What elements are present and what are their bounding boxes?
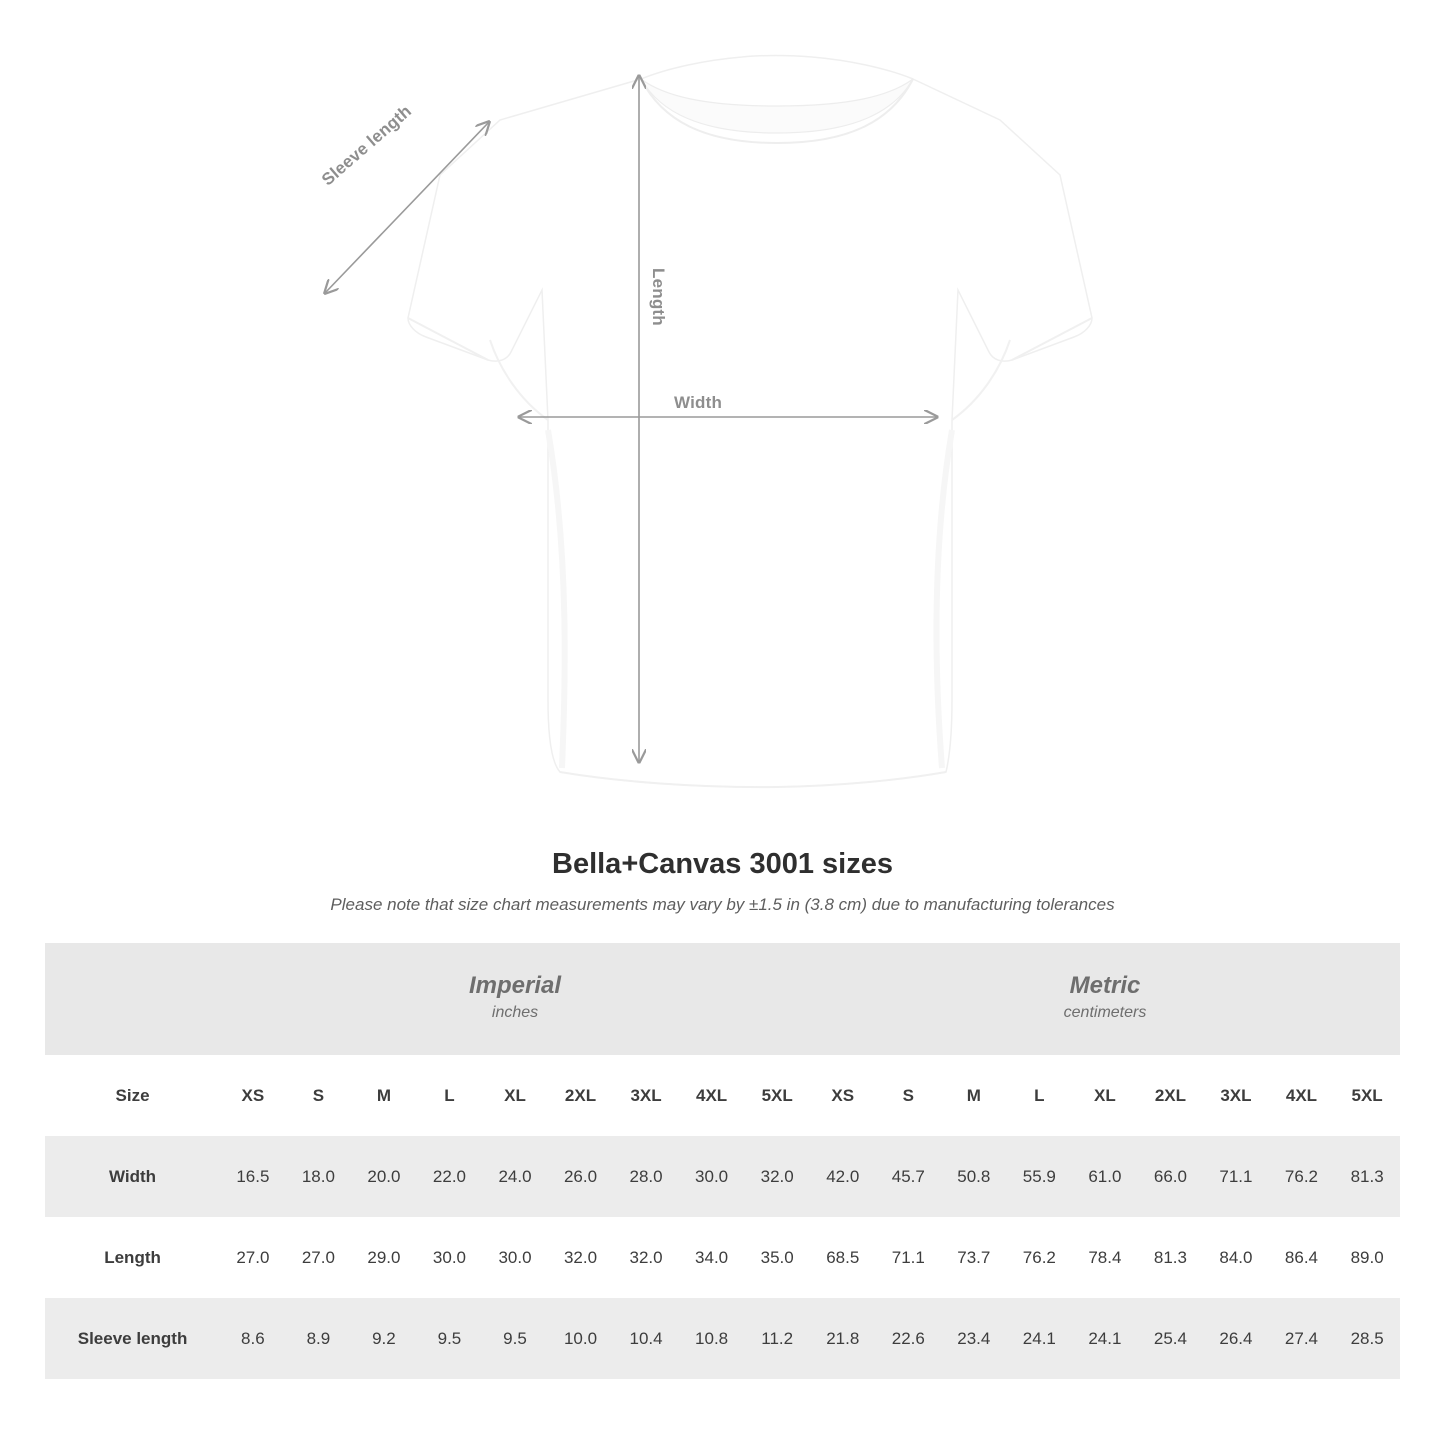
size-header-cell: XL bbox=[1072, 1055, 1138, 1136]
table-cell: 24.1 bbox=[1007, 1298, 1073, 1379]
table-cell: 61.0 bbox=[1072, 1136, 1138, 1217]
size-header-cell: M bbox=[941, 1055, 1007, 1136]
size-header-cell: 4XL bbox=[1269, 1055, 1335, 1136]
imperial-group-header bbox=[220, 943, 810, 1055]
size-header-cell: 5XL bbox=[744, 1055, 810, 1136]
table-cell: 8.9 bbox=[286, 1298, 352, 1379]
size-header-cell: XS bbox=[220, 1055, 286, 1136]
table-cell: 9.5 bbox=[417, 1298, 483, 1379]
measure-label-width: Width bbox=[45, 1136, 220, 1217]
size-header-cell: XS bbox=[810, 1055, 876, 1136]
table-cell: 27.0 bbox=[286, 1217, 352, 1298]
table-cell: 8.6 bbox=[220, 1298, 286, 1379]
table-cell: 32.0 bbox=[613, 1217, 679, 1298]
table-row bbox=[45, 1136, 1400, 1217]
table-cell: 34.0 bbox=[679, 1217, 745, 1298]
table-cell: 24.0 bbox=[482, 1136, 548, 1217]
size-header-cell: S bbox=[286, 1055, 352, 1136]
table-cell: 50.8 bbox=[941, 1136, 1007, 1217]
table-cell: 26.0 bbox=[548, 1136, 614, 1217]
metric-unit: centimeters bbox=[1063, 1004, 1147, 1021]
size-header-row bbox=[45, 1055, 1400, 1136]
table-cell: 10.4 bbox=[613, 1298, 679, 1379]
table-cell: 27.4 bbox=[1269, 1298, 1335, 1379]
table-cell: 28.5 bbox=[1334, 1298, 1400, 1379]
table-cell: 71.1 bbox=[876, 1217, 942, 1298]
chart-heading bbox=[0, 848, 1445, 915]
table-cell: 22.0 bbox=[417, 1136, 483, 1217]
table-cell: 30.0 bbox=[482, 1217, 548, 1298]
table-cell: 22.6 bbox=[876, 1298, 942, 1379]
table-cell: 71.1 bbox=[1203, 1136, 1269, 1217]
table-corner-cell bbox=[45, 943, 220, 1055]
table-cell: 18.0 bbox=[286, 1136, 352, 1217]
size-header-cell: M bbox=[351, 1055, 417, 1136]
table-row bbox=[45, 1298, 1400, 1379]
table-cell: 73.7 bbox=[941, 1217, 1007, 1298]
sleeve-length-dimension-label: Sleeve length bbox=[318, 101, 416, 190]
table-cell: 89.0 bbox=[1334, 1217, 1400, 1298]
table-cell: 10.0 bbox=[548, 1298, 614, 1379]
table-cell: 25.4 bbox=[1138, 1298, 1204, 1379]
size-header-cell: 4XL bbox=[679, 1055, 745, 1136]
table-cell: 30.0 bbox=[417, 1217, 483, 1298]
size-header-cell: 2XL bbox=[1138, 1055, 1204, 1136]
table-cell: 11.2 bbox=[744, 1298, 810, 1379]
table-cell: 16.5 bbox=[220, 1136, 286, 1217]
size-header-cell: L bbox=[417, 1055, 483, 1136]
size-header-cell: L bbox=[1007, 1055, 1073, 1136]
table-cell: 42.0 bbox=[810, 1136, 876, 1217]
table-cell: 27.0 bbox=[220, 1217, 286, 1298]
size-chart-table-wrapper bbox=[45, 943, 1400, 1379]
metric-label: Metric bbox=[1069, 972, 1141, 1000]
table-cell: 23.4 bbox=[941, 1298, 1007, 1379]
table-cell: 32.0 bbox=[744, 1136, 810, 1217]
size-header-cell: XL bbox=[482, 1055, 548, 1136]
table-cell: 9.5 bbox=[482, 1298, 548, 1379]
measure-label-sleeve-length: Sleeve length bbox=[45, 1298, 220, 1379]
table-cell: 26.4 bbox=[1203, 1298, 1269, 1379]
length-dimension-label: Length bbox=[649, 268, 668, 326]
table-cell: 76.2 bbox=[1269, 1136, 1335, 1217]
measure-label-length: Length bbox=[45, 1217, 220, 1298]
table-cell: 28.0 bbox=[613, 1136, 679, 1217]
table-cell: 29.0 bbox=[351, 1217, 417, 1298]
table-cell: 76.2 bbox=[1007, 1217, 1073, 1298]
table-cell: 81.3 bbox=[1138, 1217, 1204, 1298]
table-cell: 35.0 bbox=[744, 1217, 810, 1298]
table-cell: 68.5 bbox=[810, 1217, 876, 1298]
size-header-cell: 5XL bbox=[1334, 1055, 1400, 1136]
imperial-unit: inches bbox=[491, 1004, 539, 1021]
table-cell: 55.9 bbox=[1007, 1136, 1073, 1217]
table-cell: 78.4 bbox=[1072, 1217, 1138, 1298]
page-title: Bella+Canvas 3001 sizes bbox=[552, 848, 893, 880]
table-cell: 66.0 bbox=[1138, 1136, 1204, 1217]
table-cell: 86.4 bbox=[1269, 1217, 1335, 1298]
size-header-cell: 3XL bbox=[613, 1055, 679, 1136]
size-header-cell: S bbox=[876, 1055, 942, 1136]
size-row-label: Size bbox=[45, 1055, 220, 1136]
table-cell: 21.8 bbox=[810, 1298, 876, 1379]
table-cell: 10.8 bbox=[679, 1298, 745, 1379]
table-row bbox=[45, 1217, 1400, 1298]
table-cell: 9.2 bbox=[351, 1298, 417, 1379]
table-cell: 32.0 bbox=[548, 1217, 614, 1298]
table-cell: 30.0 bbox=[679, 1136, 745, 1217]
unit-header-row bbox=[45, 943, 1400, 1055]
table-cell: 84.0 bbox=[1203, 1217, 1269, 1298]
metric-group-header bbox=[810, 943, 1400, 1055]
width-dimension-label: Width bbox=[674, 393, 723, 412]
size-header-cell: 3XL bbox=[1203, 1055, 1269, 1136]
size-chart-table bbox=[45, 943, 1400, 1379]
imperial-label: Imperial bbox=[469, 972, 562, 1000]
table-cell: 20.0 bbox=[351, 1136, 417, 1217]
tolerance-note: Please note that size chart measurements may vary by ±1.5 in (3.8 cm) due to manufacturing tolerances bbox=[330, 895, 1115, 914]
table-cell: 81.3 bbox=[1334, 1136, 1400, 1217]
table-cell: 45.7 bbox=[876, 1136, 942, 1217]
size-header-cell: 2XL bbox=[548, 1055, 614, 1136]
table-cell: 24.1 bbox=[1072, 1298, 1138, 1379]
